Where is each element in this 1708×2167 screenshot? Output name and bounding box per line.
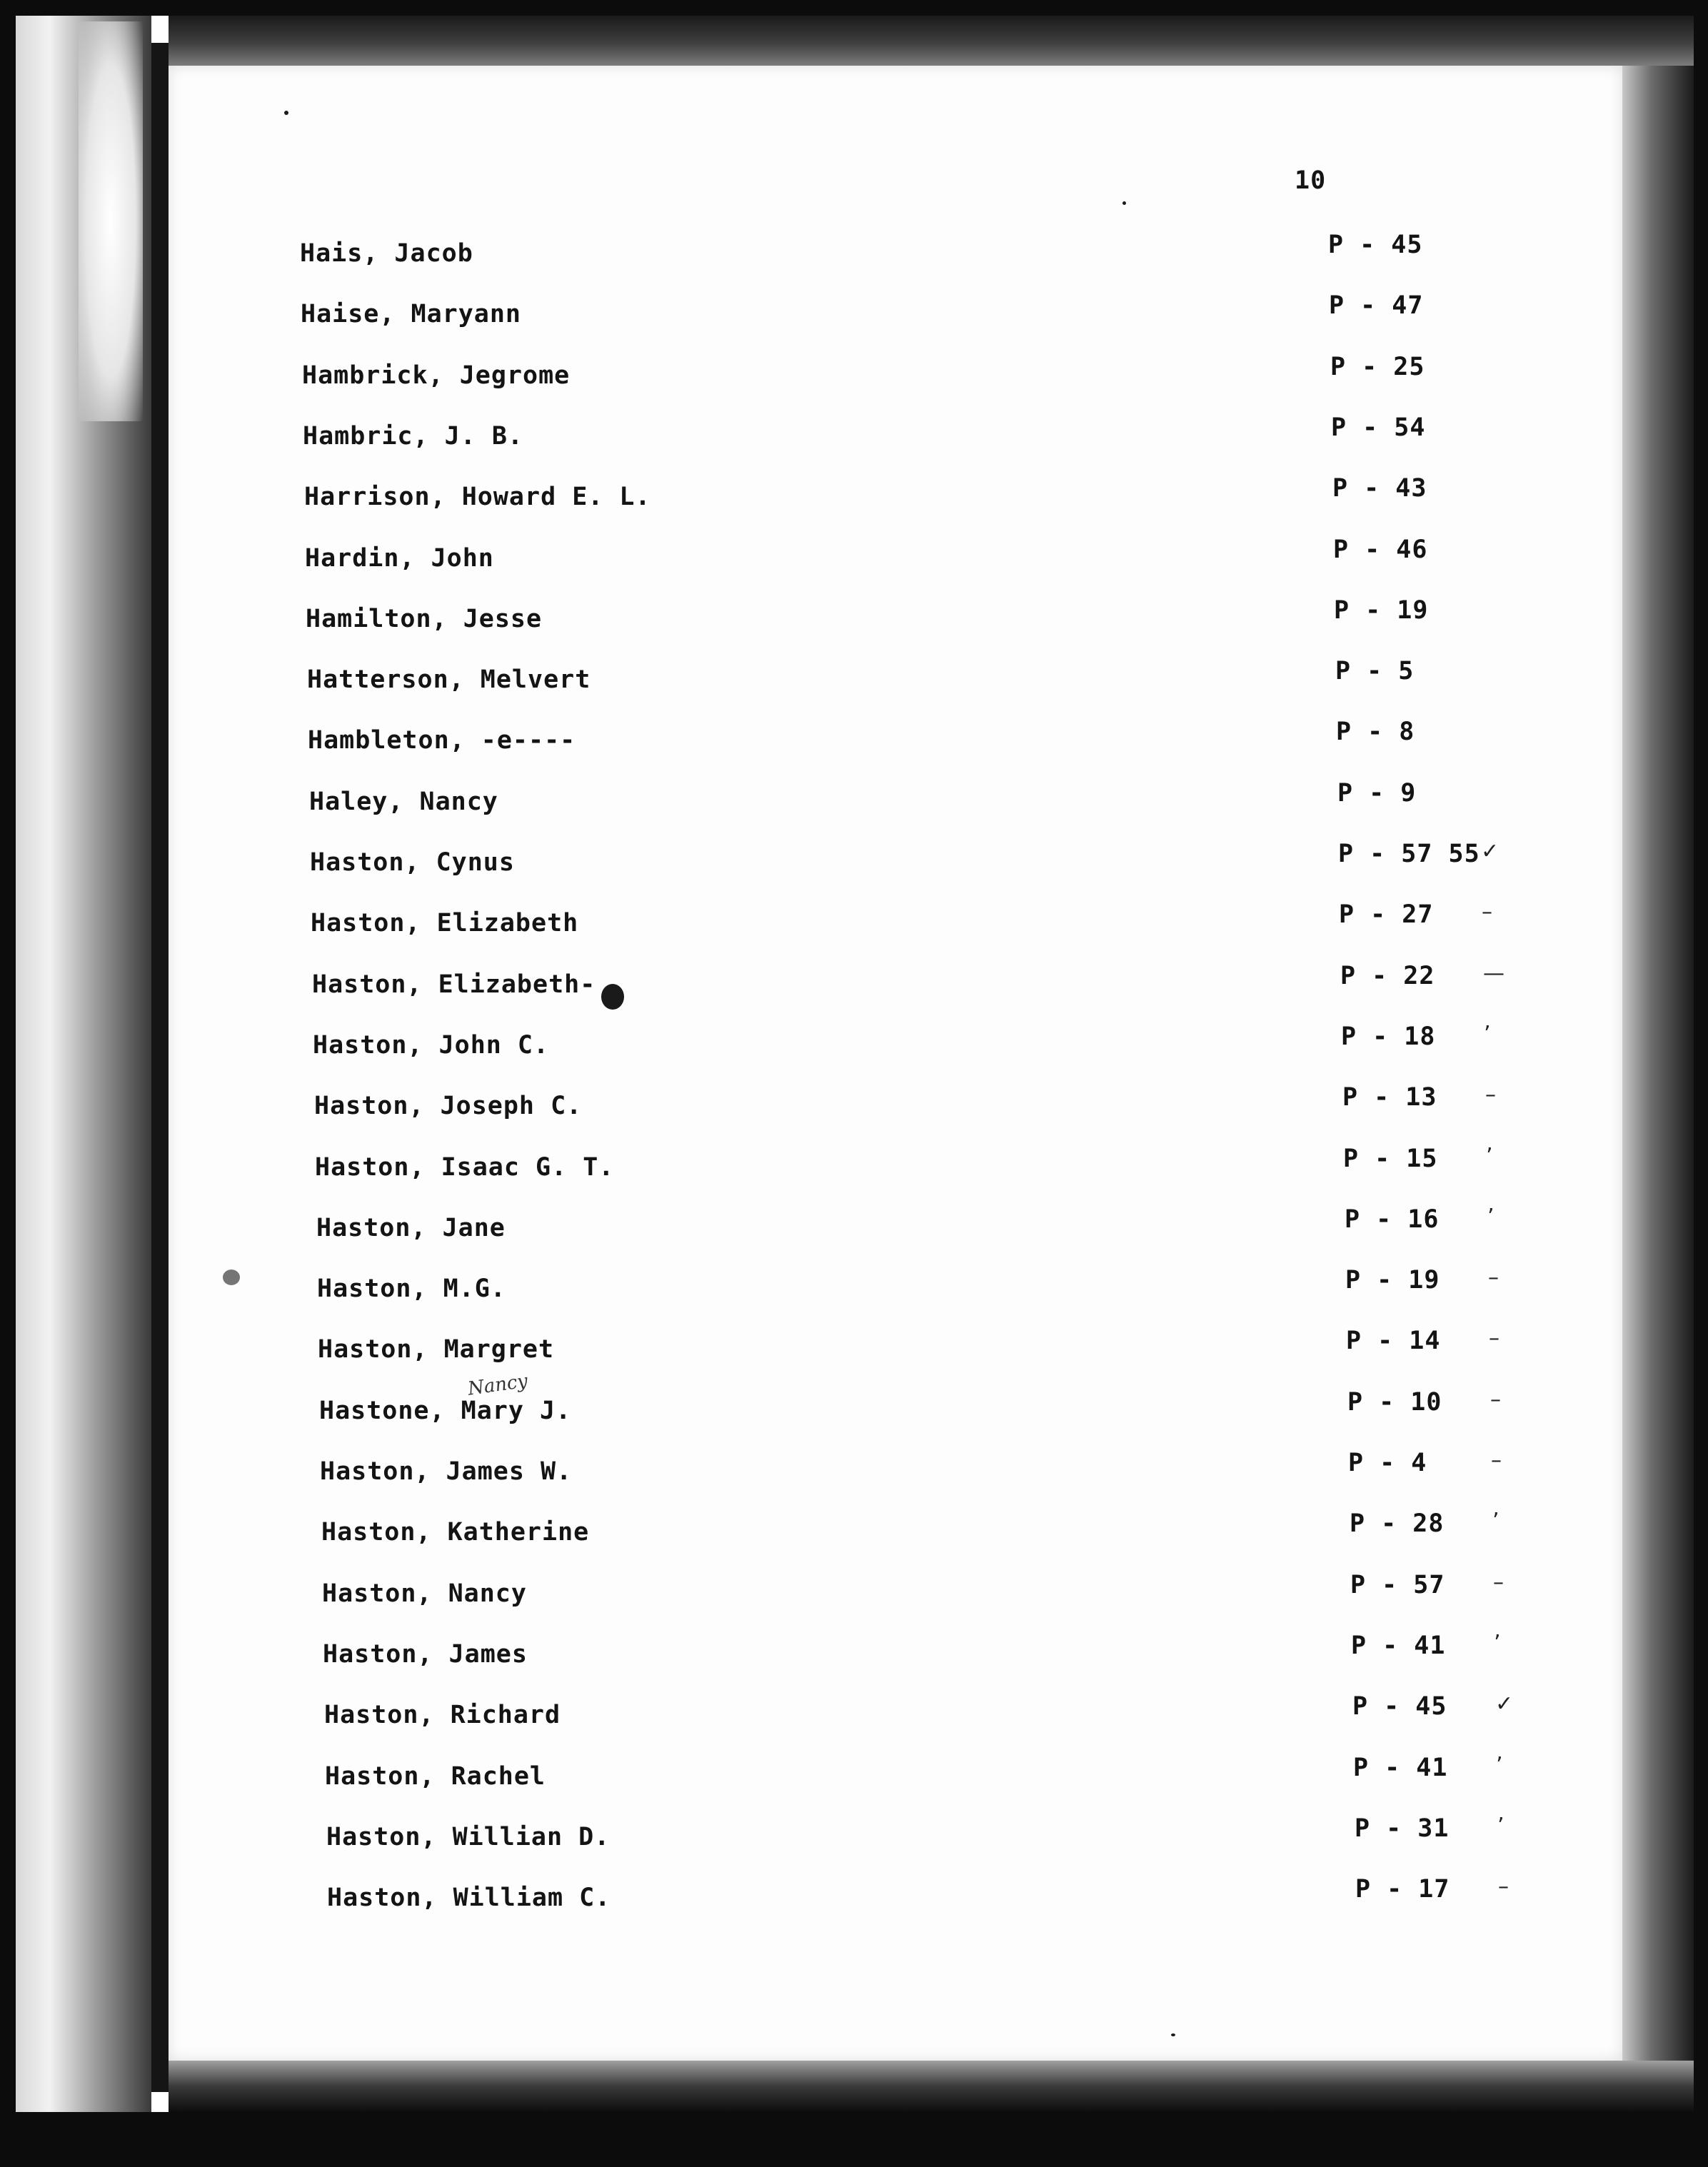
entry-page-ref: P - 47	[1329, 291, 1424, 320]
check-mark-icon: ’	[1487, 1205, 1494, 1230]
entry-page-ref: P - 9	[1337, 779, 1417, 808]
check-mark-icon: ’	[1497, 1814, 1504, 1839]
dust-speck	[1122, 201, 1126, 205]
entry-page-ref: P - 5	[1335, 657, 1415, 685]
check-mark-icon: –	[1490, 1387, 1501, 1412]
entry-page-ref: P - 25	[1330, 353, 1425, 381]
entry-page-ref: P - 4	[1348, 1449, 1427, 1477]
entry-name: Haley, Nancy	[309, 788, 498, 816]
entry-page-ref: P - 15	[1343, 1145, 1438, 1173]
entry-page-ref: P - 16	[1345, 1205, 1440, 1234]
entry-name: Haston, Katherine	[321, 1518, 590, 1547]
entry-name: Hastone, Mary J.	[319, 1397, 572, 1425]
entry-name: Harrison, Howard E. L.	[304, 483, 651, 511]
entry-name: Haston, James	[323, 1640, 528, 1669]
entry-page-ref: P - 45	[1328, 231, 1423, 259]
check-mark-icon: –	[1489, 1326, 1499, 1351]
entry-name: Haston, Elizabeth	[311, 909, 579, 937]
scan-border-top	[0, 0, 1708, 16]
entry-page-ref: P - 31	[1355, 1814, 1450, 1843]
entry-page-ref: P - 27	[1339, 900, 1434, 929]
page-number: 10	[1295, 166, 1327, 195]
entry-name: Haston, William C.	[327, 1884, 611, 1912]
entry-name: Haston, Jane	[316, 1214, 506, 1242]
entry-name: Hambrick, Jegrome	[302, 361, 571, 390]
entry-page-ref: P - 19	[1334, 596, 1429, 625]
entry-page-ref: P - 45	[1352, 1692, 1447, 1721]
entry-page-ref: P - 17	[1355, 1875, 1450, 1904]
entry-page-ref: P - 43	[1332, 474, 1427, 503]
dust-speck	[284, 111, 288, 115]
entry-name: Haston, Isaac G. T.	[315, 1153, 615, 1182]
entry-name: Haston, Willian D.	[326, 1823, 611, 1851]
scan-border-left	[0, 0, 16, 2167]
entry-page-ref: P - 54	[1331, 413, 1426, 442]
check-mark-icon: ’	[1486, 1144, 1493, 1169]
entry-page-ref: P - 57 55	[1338, 840, 1480, 868]
entry-page-ref: P - 14	[1346, 1327, 1441, 1355]
check-mark-icon: –	[1493, 1570, 1504, 1595]
check-mark-icon: —	[1483, 961, 1504, 986]
scan-border-right	[1694, 0, 1708, 2167]
ink-smudge	[223, 1269, 240, 1285]
dust-speck	[1171, 2033, 1175, 2036]
entry-page-ref: P - 8	[1336, 718, 1415, 746]
entry-page-ref: P - 41	[1353, 1754, 1448, 1782]
check-mark-icon: –	[1491, 1448, 1502, 1473]
entry-page-ref: P - 28	[1350, 1509, 1445, 1538]
binder-edge	[151, 43, 169, 2092]
binder-glare	[79, 21, 143, 421]
entry-name: Hardin, John	[305, 544, 494, 573]
check-mark-icon: –	[1485, 1082, 1496, 1107]
check-mark-icon: ’	[1496, 1753, 1503, 1778]
entry-page-ref: P - 10	[1347, 1388, 1442, 1417]
entry-page-ref: P - 46	[1333, 536, 1428, 564]
entry-name: Haston, Joseph C.	[314, 1092, 583, 1120]
entry-page-ref: P - 18	[1341, 1022, 1436, 1051]
entry-page-ref: P - 41	[1351, 1631, 1446, 1660]
check-mark-icon: ’	[1494, 1631, 1501, 1656]
check-mark-icon: ’	[1492, 1509, 1499, 1534]
entry-name: Hamilton, Jesse	[306, 605, 543, 633]
entry-page-ref: P - 22	[1340, 962, 1435, 990]
entry-name: Haston, Nancy	[322, 1579, 527, 1608]
sheet-shadow-top	[169, 16, 1694, 66]
entry-name: Haston, John C.	[313, 1031, 550, 1060]
entry-name: Hambleton, -e----	[308, 726, 576, 755]
sheet-shadow-right	[1622, 66, 1694, 2112]
entry-name: Hatterson, Melvert	[307, 665, 591, 694]
check-mark-icon: –	[1488, 1265, 1499, 1290]
check-mark-icon: ✓	[1481, 839, 1499, 864]
entry-page-ref: P - 13	[1342, 1083, 1437, 1112]
sheet-shadow-bottom	[169, 2061, 1694, 2112]
entry-name: Haston, Elizabeth-	[312, 970, 596, 999]
entry-name: Haston, Rachel	[325, 1762, 546, 1791]
handwritten-note: Nancy	[466, 1370, 529, 1400]
check-mark-icon: ’	[1484, 1022, 1491, 1047]
check-mark-icon: –	[1498, 1874, 1509, 1899]
entry-page-ref: P - 19	[1345, 1266, 1440, 1294]
entry-name: Haston, James W.	[320, 1457, 573, 1486]
check-mark-icon: –	[1482, 900, 1492, 925]
entry-page-ref: P - 57	[1350, 1571, 1445, 1599]
entry-name: Haston, Cynus	[310, 848, 515, 877]
ink-blot	[601, 984, 624, 1010]
scan-border-bottom	[0, 2112, 1708, 2167]
entry-name: Haston, Richard	[324, 1701, 561, 1729]
entry-name: Haston, Margret	[318, 1335, 555, 1364]
check-mark-icon: ✓	[1495, 1691, 1514, 1716]
entry-name: Hambric, J. B.	[303, 422, 524, 451]
entry-name: Haston, M.G.	[317, 1274, 506, 1303]
entry-name: Hais, Jacob	[300, 239, 473, 268]
entry-name: Haise, Maryann	[301, 300, 522, 328]
